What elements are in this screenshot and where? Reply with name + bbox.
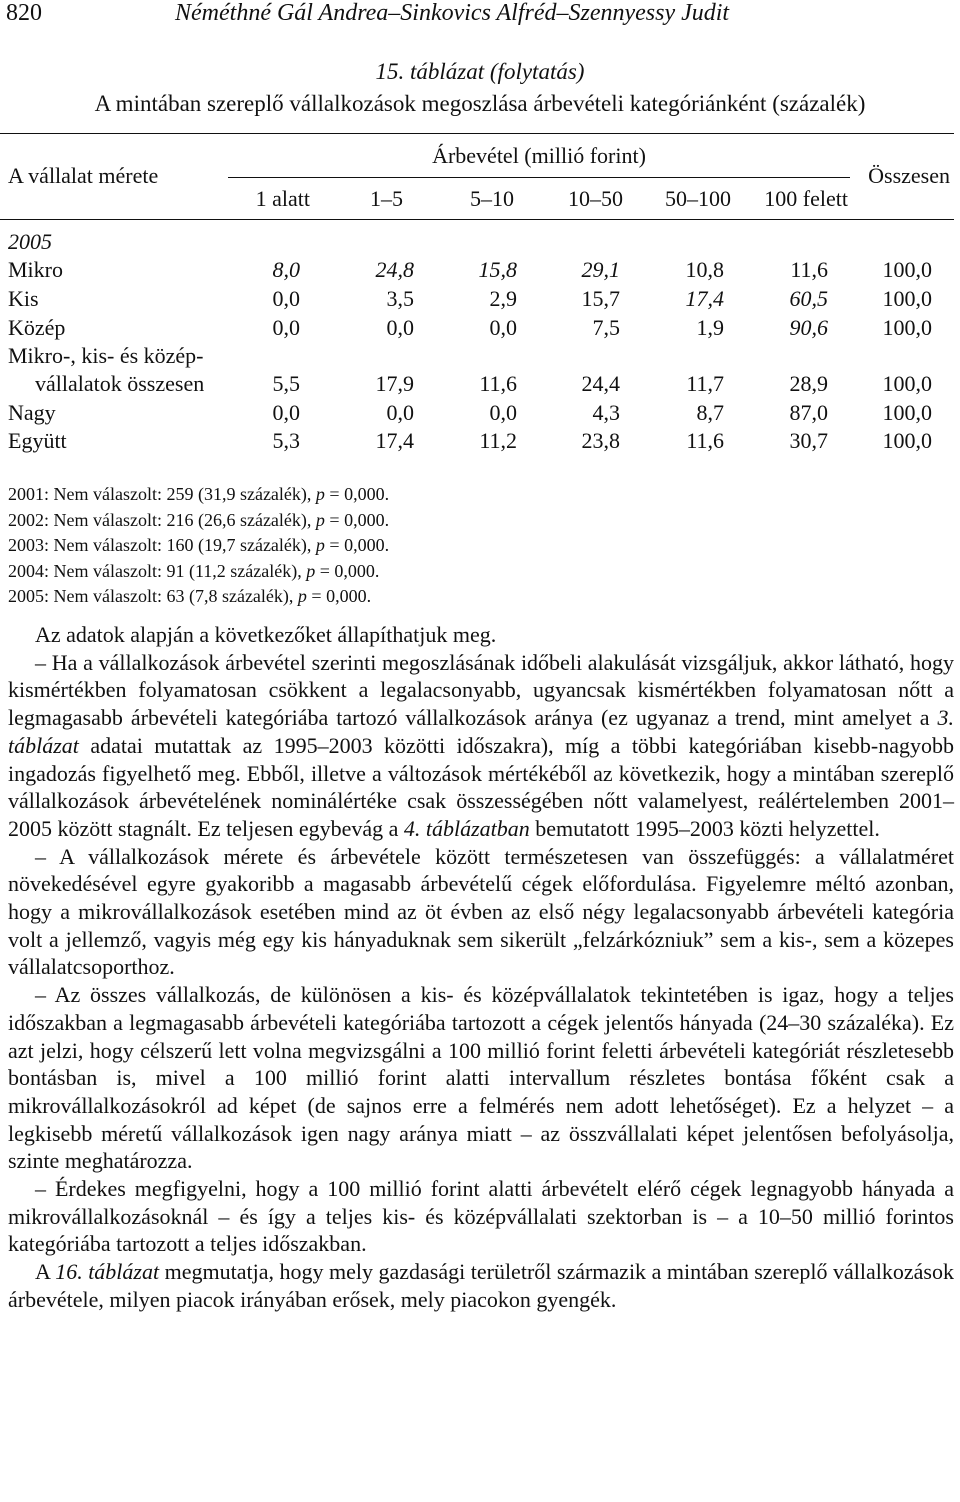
- table-cell: 5,5: [272, 371, 300, 396]
- data-table: [0, 0, 960, 460]
- table-cell-total: 100,0: [882, 371, 932, 396]
- body-text: [8, 621, 954, 1314]
- table-cell: 4,3: [592, 400, 620, 425]
- table-cell-total: 100,0: [882, 400, 932, 425]
- table-cell: 11,2: [479, 428, 517, 453]
- table-cell: 60,5: [789, 286, 828, 311]
- table-reference: 16. táblázat: [55, 1259, 160, 1285]
- table-note: 2004: Nem válaszolt: 91 (11,2 százalék), p = 0,000.: [8, 560, 380, 581]
- row-label: Együtt: [8, 428, 67, 453]
- row-label-continuation: vállalatok összesen: [35, 371, 205, 396]
- table-cell: 23,8: [581, 428, 620, 453]
- table-cell: 8,7: [696, 400, 724, 425]
- table-reference: 4. táblázatban: [403, 815, 530, 841]
- table-cell: 11,6: [686, 428, 724, 453]
- table-cell: 15,7: [581, 286, 620, 311]
- table-cell: 1,9: [696, 315, 724, 340]
- column-header: 5–10: [470, 186, 514, 211]
- table-cell: 0,0: [272, 400, 300, 425]
- table-cell: 11,6: [790, 257, 828, 282]
- column-header: 1 alatt: [255, 186, 310, 211]
- table-cell: 15,8: [478, 257, 517, 282]
- table-notes: [8, 482, 389, 610]
- paragraph: – Ha a vállalkozások árbevétel szerinti megoszlásának időbeli alakulását vizsgáljuk, akkor látható, hogy kismértékben folyamatosan csökkent a legalacsonyabb, ugyancsak kismértékben folyamatosan nőtt a legmagasabb árbevételi kategóriába tartozó vállalkozások aránya (ez ugyanaz a trend, mint amelyet a 3. táblázat adatai mutattak az 1995–2003 közötti időszakra), míg a többi kategóriában kisebb-nagyobb ingadozás figyelhető meg. Ebből, illetve a változások mértékéből az következik, hogy a mintában szereplő vállalkozások árbevételének nominálértéke csak összességében nőtt valamelyest, reálértelemben 2001–2005 között stagnált. Ez teljesen egybevág a 4. táblázatban bemutatott 1995–2003 közti helyzettel.: [8, 649, 954, 841]
- table-cell: 11,6: [479, 371, 517, 396]
- table-cell: 11,7: [686, 371, 724, 396]
- table-cell: 17,4: [685, 286, 724, 311]
- table-cell: 0,0: [489, 315, 517, 340]
- paragraph: – Az összes vállalkozás, de különösen a kis- és középvállalatok tekintetében is igaz, hogy a teljes időszakban a legmagasabb árbevételi kategóriába tartozott a cégek jelentős hányada (24–30 százaléka). Ez azt jelzi, hogy célszerű lett volna megvizsgálni a 100 millió forint feletti árbevételi kategóriát részletesebb bontásban is, mivel a 100 millió forint alatti intervallum részletes bontása főként csak a mikrovállalkozásokról ad képet (de sajnos erre a felmérés nem adott lehetőséget). Ez a helyzet – a legkisebb méretű vállalkozások igen nagy aránya miatt – az összvállalati képet jelentősen befolyásolja, szinte meghatározza.: [8, 982, 954, 1174]
- table-cell: 0,0: [272, 286, 300, 311]
- column-header: 1–5: [370, 186, 403, 211]
- table-cell: 10,8: [685, 257, 724, 282]
- paragraph: – A vállalkozások mérete és árbevétele között természetesen van összefüggés: a vállalatméret növekedésével egyre gyakoribb a magasabb árbevételű cégek előfordulása. Figyelemre méltó azonban, hogy a mikrovállalkozások esetében mind az öt évben az első négy legalacsonyabb árbevételi kategória volt a jellemző, vagyis még egy kis hányaduknak sem sikerült „felzárkózniuk” sem a kis-, sem a közepes vállalatcsoporthoz.: [8, 843, 954, 980]
- paragraph: – Érdekes megfigyelni, hogy a 100 millió forint alatti árbevételt elérő cégek legnagyobb hányada a mikrovállalkozásoknál – és így a teljes kis- és középvállalati szektorban is – a 10–50 millió forintos kategóriába tartozott a teljes időszakban.: [8, 1176, 954, 1257]
- table-cell: 0,0: [386, 315, 414, 340]
- table-note: 2003: Nem válaszolt: 160 (19,7 százalék), p = 0,000.: [8, 535, 390, 555]
- paragraph: Az adatok alapján a következőket állapíthatjuk meg.: [35, 622, 497, 647]
- table-cell: 5,3: [272, 428, 300, 453]
- table-cell-total: 100,0: [882, 286, 932, 311]
- table-cell: 2,9: [489, 286, 517, 311]
- page-number: 820: [6, 0, 42, 26]
- row-label: Mikro: [8, 257, 63, 282]
- table-cell: 7,5: [592, 315, 620, 340]
- row-label: Közép: [8, 315, 66, 340]
- row-label: Kis: [8, 286, 39, 311]
- table-cell: 0,0: [386, 400, 414, 425]
- table-cell: 17,9: [375, 371, 414, 396]
- table-cell: 29,1: [581, 257, 620, 282]
- table-cell-total: 100,0: [882, 428, 932, 453]
- table-cell: 90,6: [789, 315, 828, 340]
- table-cell: 0,0: [272, 315, 300, 340]
- running-head: Néméthné Gál Andrea–Sinkovics Alfréd–Szennyessy Judit: [175, 0, 730, 26]
- table-cell: 24,4: [581, 371, 620, 396]
- table-cell: 28,9: [789, 371, 828, 396]
- paragraph: A 16. táblázat megmutatja, hogy mely gazdasági területről származik a mintában szereplő vállalkozások árbevétele, milyen piacok irányában erősek, mely piacokon gyengék.: [8, 1259, 954, 1312]
- stub-header: A vállalat mérete: [8, 163, 159, 188]
- year-label: 2005: [8, 229, 52, 254]
- table-cell-total: 100,0: [882, 315, 932, 340]
- total-header: Összesen: [868, 163, 950, 188]
- table-cell-total: 100,0: [882, 257, 932, 282]
- table-note: 2001: Nem válaszolt: 259 (31,9 százalék), p = 0,000.: [8, 484, 390, 504]
- table-caption-title: A mintában szereplő vállalkozások megoszlása árbevételi kategóriánként (százalék): [94, 91, 866, 116]
- row-label: Nagy: [8, 400, 56, 425]
- table-cell: 17,4: [375, 428, 414, 453]
- column-header: 100 felett: [764, 186, 848, 211]
- table-reference: 3. táblázat: [8, 705, 954, 758]
- table-cell: 30,7: [789, 428, 828, 453]
- table-cell: 24,8: [375, 257, 414, 282]
- column-header: 10–50: [568, 186, 623, 211]
- row-label: Mikro-, kis- és közép-: [8, 343, 204, 368]
- table-cell: 8,0: [272, 257, 300, 282]
- table-note: 2002: Nem válaszolt: 216 (26,6 százalék), p = 0,000.: [8, 509, 390, 530]
- group-header: Árbevétel (millió forint): [432, 143, 646, 168]
- table-cell: 3,5: [386, 286, 414, 311]
- table-cell: 87,0: [789, 400, 828, 425]
- table-cell: 0,0: [489, 400, 517, 425]
- table-note: 2005: Nem válaszolt: 63 (7,8 százalék), p = 0,000.: [8, 586, 372, 606]
- table-caption-number: 15. táblázat (folytatás): [375, 59, 585, 84]
- column-header: 50–100: [665, 186, 731, 211]
